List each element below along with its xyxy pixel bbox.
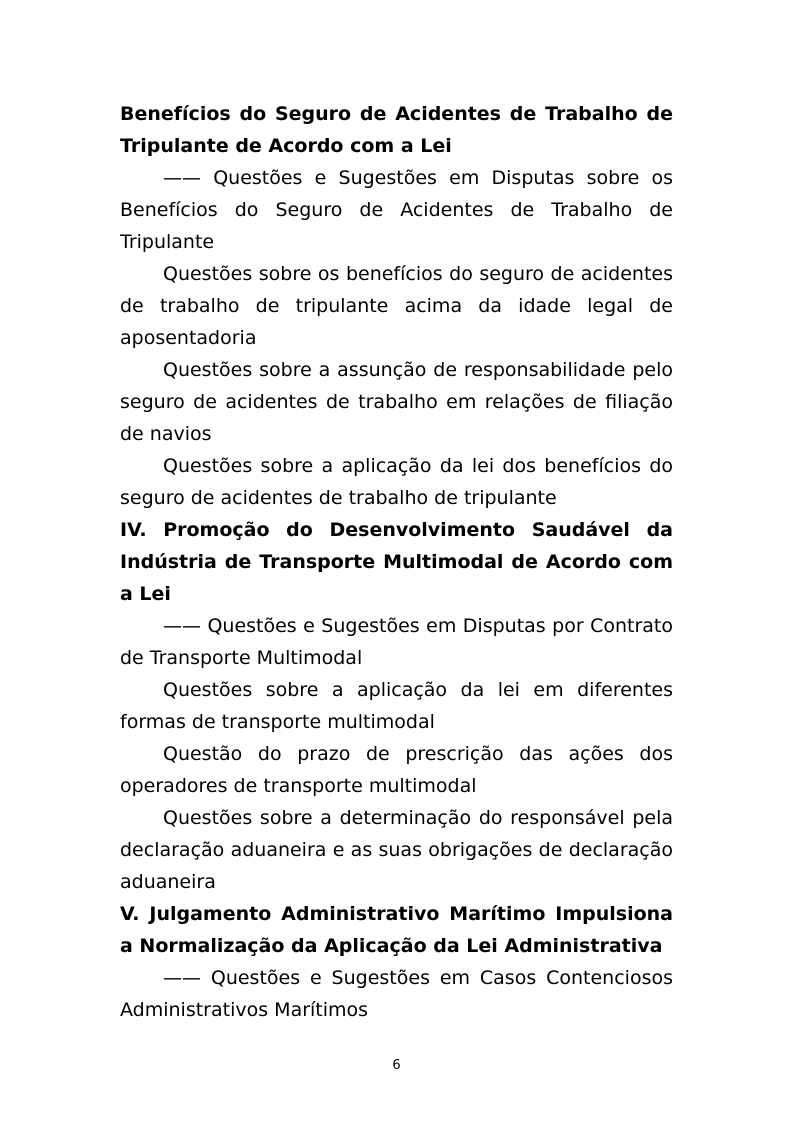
section-heading-seguro: Benefícios do Seguro de Acidentes de Trabalho de Tripulante de Acordo com a Lei [120, 103, 673, 157]
topic-prazo-prescricao: Questão do prazo de prescrição das ações dos operadores de transporte multimodal [120, 743, 673, 797]
topic-filiacao-navios: Questões sobre a assunção de responsabilidade pelo seguro de acidentes de trabalho em relações de filiação de navios [120, 359, 673, 445]
section-heading-v: V. Julgamento Administrativo Marítimo Impulsiona a Normalização da Aplicação da Lei Administrativa [120, 903, 673, 957]
topic-formas-transporte: Questões sobre a aplicação da lei em diferentes formas de transporte multimodal [120, 679, 673, 733]
topic-idade-aposentadoria: Questões sobre os benefícios do seguro de acidentes de trabalho de tripulante acima da idade legal de aposentadoria [120, 263, 673, 349]
section-heading-iv: IV. Promoção do Desenvolvimento Saudável da Indústria de Transporte Multimodal de Acordo com a Lei [120, 519, 673, 605]
document-body [120, 98, 673, 1026]
subtitle-transporte-multimodal: —— Questões e Sugestões em Disputas por Contrato de Transporte Multimodal [120, 615, 673, 669]
page-number: 6 [392, 1058, 401, 1073]
subtitle-disputas-seguro: —— Questões e Sugestões em Disputas sobre os Benefícios do Seguro de Acidentes de Trabalho de Tripulante [120, 167, 673, 253]
topic-aplicacao-lei-seguro: Questões sobre a aplicação da lei dos benefícios do seguro de acidentes de trabalho de tripulante [120, 455, 673, 509]
topic-declaracao-aduaneira: Questões sobre a determinação do responsável pela declaração aduaneira e as suas obrigações de declaração aduaneira [120, 807, 673, 893]
subtitle-contenciosos-administrativos: —— Questões e Sugestões em Casos Contenciosos Administrativos Marítimos [120, 967, 673, 1021]
